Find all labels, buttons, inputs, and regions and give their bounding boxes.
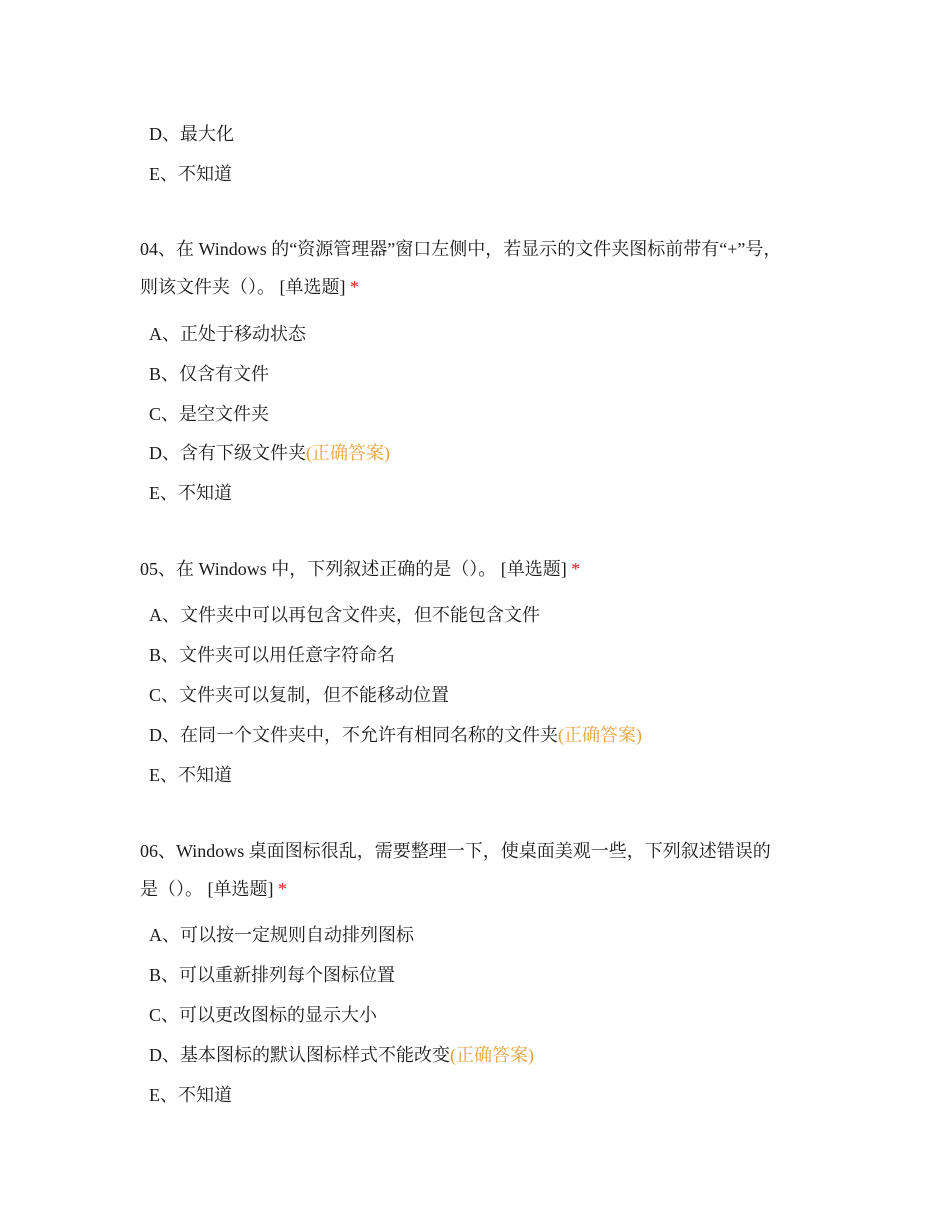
q05-option-e-text: E、不知道 xyxy=(149,765,232,785)
q06-option-c xyxy=(149,1003,377,1027)
q05-stem-line xyxy=(140,550,820,588)
q05-option-b xyxy=(149,643,395,667)
q06-option-d-text: D、基本图标的默认图标样式不能改变 xyxy=(149,1045,450,1065)
q06-stem-line2-text: 是（）。 [单选题] xyxy=(140,879,274,899)
q06-option-b xyxy=(149,963,395,987)
q05-stem xyxy=(140,550,820,588)
q04-stem-line1: 04、在 Windows 的“资源管理器”窗口左侧中，若显示的文件夹图标前带有“+”号， xyxy=(140,239,782,259)
required-star: * xyxy=(278,879,287,899)
q04-option-c-text: C、是空文件夹 xyxy=(149,404,270,424)
q06-stem xyxy=(140,832,820,908)
correct-answer-tag: (正确答案) xyxy=(558,725,642,745)
q04-stem-line2-text: 则该文件夹（）。 [单选题] xyxy=(140,277,346,297)
q06-stem-line2 xyxy=(140,870,820,908)
q06-option-e xyxy=(149,1083,232,1107)
q06-option-e-text: E、不知道 xyxy=(149,1085,232,1105)
q04-stem-line2 xyxy=(140,268,820,306)
q05-option-c xyxy=(149,683,449,707)
q05-option-d xyxy=(149,723,642,747)
q05-option-e xyxy=(149,763,232,787)
q04-option-b-text: B、仅含有文件 xyxy=(149,364,270,384)
required-star: * xyxy=(571,559,581,579)
correct-answer-tag: (正确答案) xyxy=(306,443,390,463)
q05-stem-text: 05、在 Windows 中，下列叙述正确的是（）。 [单选题] xyxy=(140,559,567,579)
required-star: * xyxy=(350,277,359,297)
q04-option-b xyxy=(149,362,269,386)
q05-option-c-text: C、文件夹可以复制，但不能移动位置 xyxy=(149,685,450,705)
q05-option-a xyxy=(149,603,540,627)
q04-option-d-text: D、含有下级文件夹 xyxy=(149,443,306,463)
q03-option-e-text: E、不知道 xyxy=(149,164,232,184)
q03-option-d-text: D、最大化 xyxy=(149,124,234,144)
q05-option-a-text: A、文件夹中可以再包含文件夹，但不能包含文件 xyxy=(149,605,540,625)
correct-answer-tag: (正确答案) xyxy=(450,1045,534,1065)
q05-option-d-text: D、在同一个文件夹中，不允许有相同名称的文件夹 xyxy=(149,725,558,745)
q06-option-a-text: A、可以按一定规则自动排列图标 xyxy=(149,925,414,945)
q04-option-a xyxy=(149,322,306,346)
q06-option-d xyxy=(149,1043,534,1067)
q04-option-a-text: A、正处于移动状态 xyxy=(149,324,306,344)
q05-option-b-text: B、文件夹可以用任意字符命名 xyxy=(149,645,396,665)
q04-option-e xyxy=(149,481,232,505)
q06-option-a xyxy=(149,923,414,947)
q04-option-c xyxy=(149,402,269,426)
q06-stem-line1: 06、Windows 桌面图标很乱，需要整理一下，使桌面美观一些，下列叙述错误的 xyxy=(140,841,771,861)
q04-option-e-text: E、不知道 xyxy=(149,483,232,503)
q06-option-b-text: B、可以重新排列每个图标位置 xyxy=(149,965,396,985)
q03-option-e xyxy=(149,162,232,186)
q03-option-d xyxy=(149,122,234,146)
q04-option-d xyxy=(149,441,390,465)
q06-option-c-text: C、可以更改图标的显示大小 xyxy=(149,1005,378,1025)
q04-stem xyxy=(140,230,820,306)
